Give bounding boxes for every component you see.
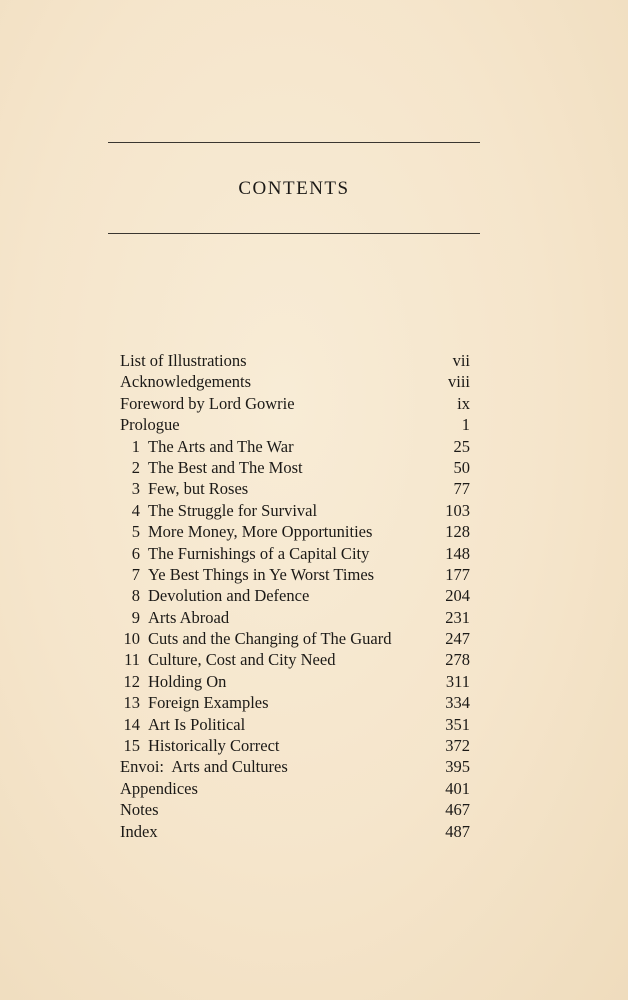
entry-title: More Money, More Opportunities (148, 522, 373, 542)
chapter-number: 5 (131, 522, 140, 542)
entry-page: 103 (445, 500, 470, 520)
entry-page: 487 (445, 821, 470, 841)
entry-page: 231 (445, 607, 470, 627)
toc-entry[interactable] (120, 821, 470, 842)
toc-entry[interactable] (120, 799, 470, 820)
entry-page: 204 (445, 586, 470, 606)
top-rule (108, 142, 480, 143)
entry-title: Art Is Political (148, 714, 246, 734)
entry-page: 395 (445, 757, 470, 777)
entry-title: Appendices (120, 778, 198, 798)
toc-entry[interactable] (120, 778, 470, 799)
toc-entry[interactable] (120, 436, 470, 457)
entry-title: Holding On (148, 671, 227, 691)
toc-entry[interactable] (120, 649, 470, 670)
entry-page: 278 (445, 650, 470, 670)
entry-title: List of Illustrations (120, 351, 247, 370)
toc-entry[interactable] (120, 414, 470, 435)
chapter-number: 10 (123, 629, 140, 649)
chapter-number: 8 (131, 586, 140, 606)
entry-page: 334 (445, 693, 470, 713)
entry-page: 128 (445, 522, 470, 542)
toc-entry[interactable] (120, 756, 470, 777)
entry-title: Devolution and Defence (148, 586, 310, 606)
toc-entry[interactable] (120, 500, 470, 521)
chapter-number: 13 (123, 693, 140, 713)
entry-page: 247 (445, 629, 470, 649)
entry-page: 50 (453, 457, 470, 477)
contents-heading: CONTENTS (238, 178, 350, 199)
toc-entry[interactable] (120, 371, 470, 392)
toc-entry[interactable] (120, 521, 470, 542)
entry-title: Prologue (120, 415, 180, 435)
entry-title: Cuts and the Changing of The Guard (148, 629, 392, 649)
entry-page: viii (447, 372, 470, 392)
entry-title: Index (120, 821, 158, 841)
chapter-number: 15 (123, 736, 140, 756)
entry-page: 467 (445, 800, 470, 820)
toc-entry[interactable] (120, 393, 470, 414)
entry-title: Ye Best Things in Ye Worst Times (148, 564, 375, 584)
entry-page: 177 (445, 564, 470, 584)
entry-page: 351 (445, 714, 470, 734)
table-of-contents (120, 350, 470, 842)
chapter-number: 9 (131, 607, 140, 627)
entry-title: Culture, Cost and City Need (148, 650, 336, 670)
entry-title: Foreign Examples (148, 693, 269, 713)
toc-entry[interactable] (120, 564, 470, 585)
entry-title: The Struggle for Survival (148, 500, 318, 520)
entry-title: Notes (120, 800, 159, 820)
toc-entry[interactable] (120, 350, 470, 371)
toc-entry[interactable] (120, 628, 470, 649)
chapter-number: 12 (123, 671, 140, 691)
entry-page: 25 (453, 436, 470, 456)
toc-entry[interactable] (120, 607, 470, 628)
entry-page: 401 (445, 778, 470, 798)
entry-page: 311 (445, 671, 470, 691)
entry-page: 148 (445, 543, 470, 563)
entry-page: 77 (453, 479, 470, 499)
toc-entry[interactable] (120, 585, 470, 606)
chapter-number: 2 (131, 457, 140, 477)
toc-entry[interactable] (120, 692, 470, 713)
toc-entry[interactable] (120, 735, 470, 756)
entry-page: ix (457, 393, 470, 413)
toc-entry[interactable] (120, 457, 470, 478)
entry-title: Foreword by Lord Gowrie (120, 393, 295, 413)
chapter-number: 3 (131, 479, 140, 499)
entry-title: The Arts and The War (148, 436, 294, 456)
toc-entry[interactable] (120, 714, 470, 735)
entry-page: 372 (445, 736, 470, 756)
entry-title: Arts Abroad (148, 607, 230, 627)
chapter-number: 6 (131, 543, 140, 563)
entry-title: Envoi: Arts and Cultures (120, 757, 288, 777)
toc-entry[interactable] (120, 478, 470, 499)
entry-title: Historically Correct (148, 736, 280, 756)
entry-page: 1 (461, 415, 470, 435)
chapter-number: 7 (131, 564, 140, 584)
chapter-number: 11 (124, 650, 140, 670)
entry-title: The Furnishings of a Capital City (148, 543, 370, 563)
toc-entry[interactable] (120, 543, 470, 564)
entry-title: The Best and The Most (148, 457, 303, 477)
bottom-rule (108, 233, 480, 234)
chapter-number: 4 (131, 500, 140, 520)
entry-title: Acknowledgements (120, 372, 252, 392)
entry-page: vii (452, 351, 470, 370)
chapter-number: 14 (123, 714, 140, 734)
toc-entry[interactable] (120, 671, 470, 692)
entry-title: Few, but Roses (148, 479, 249, 499)
chapter-number: 1 (131, 436, 140, 456)
